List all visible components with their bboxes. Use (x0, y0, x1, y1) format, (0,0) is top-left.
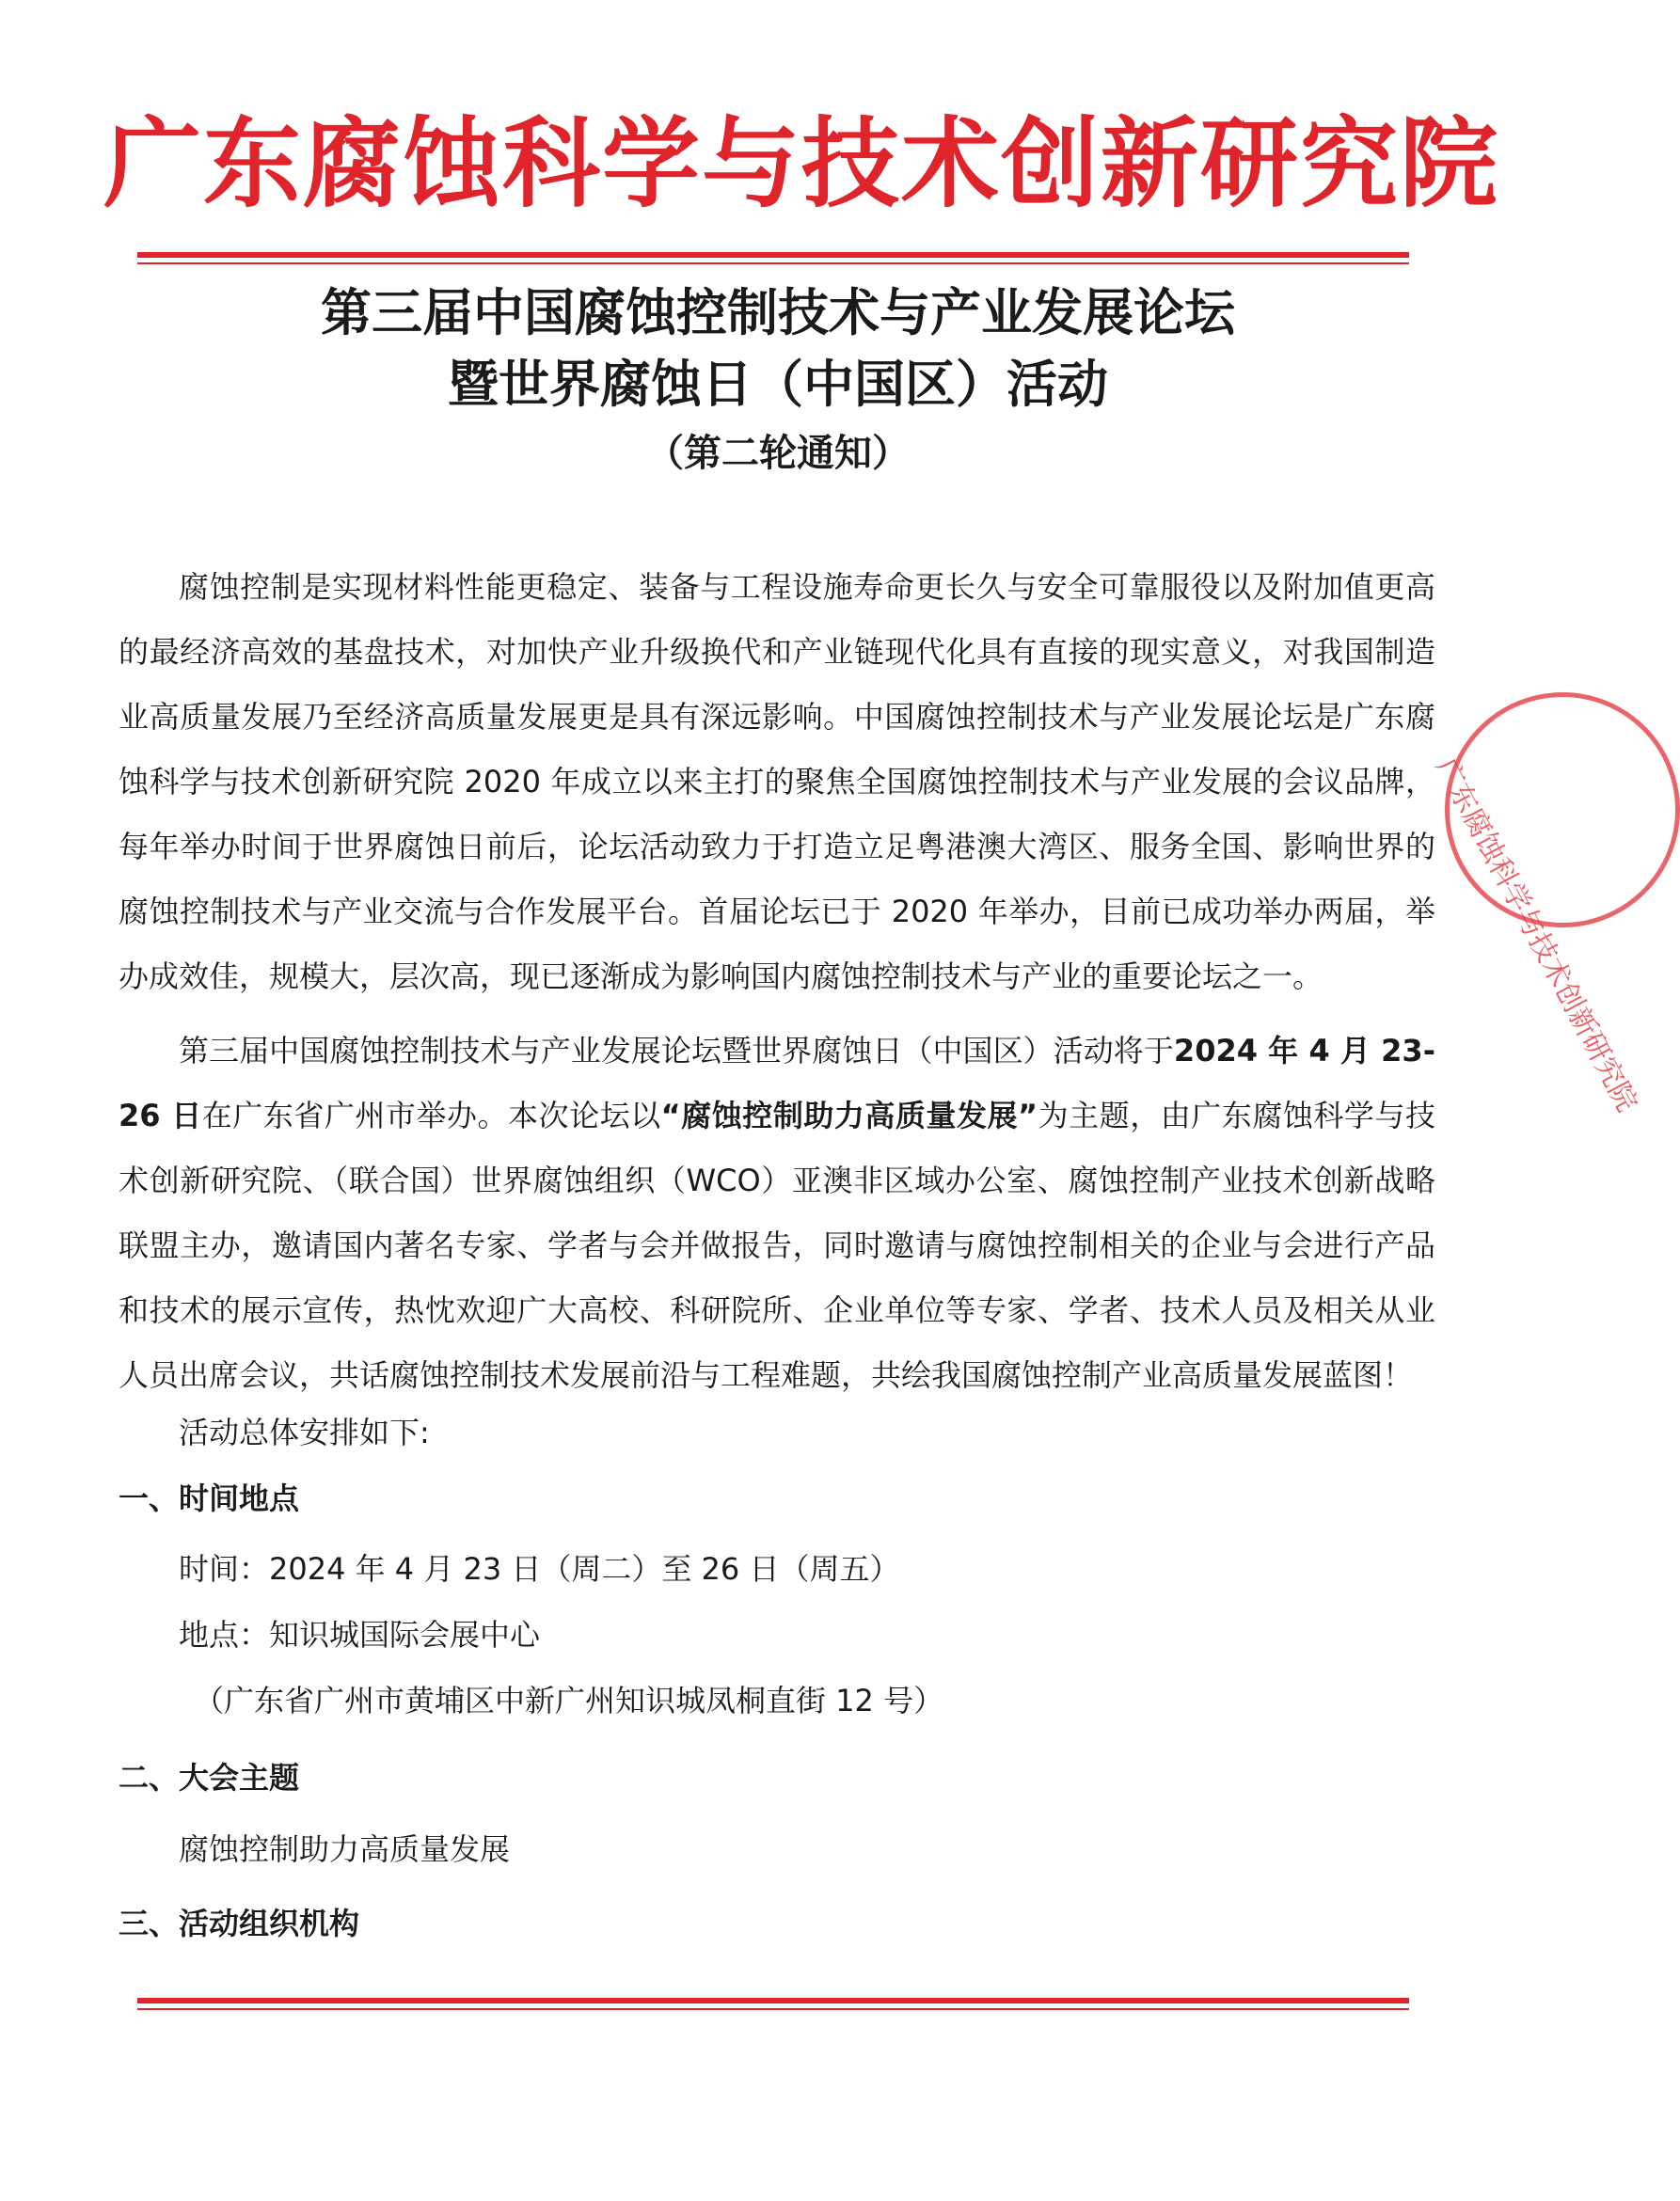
official-seal-stamp (1428, 692, 1680, 1117)
paragraph-intro: 腐蚀控制是实现材料性能更稳定、装备与工程设施寿命更长久与安全可靠服役以及附加值更高的最经济高效的基盘技术，对加快产业升级换代和产业链现代化具有直接的现实意义，对我国制造业高质量发展乃至经济高质量发展更是具有深远影响。中国腐蚀控制技术与产业发展论坛是广东腐蚀科学与技术创新研究院 2020 年成立以来主打的聚焦全国腐蚀控制技术与产业发展的会议品牌，每年举办时间于世界腐蚀日前后，论坛活动致力于打造立足粤港澳大湾区、服务全国、影响世界的腐蚀控制技术与产业交流与合作发展平台。首届论坛已于 2020 年举办，目前已成功举办两届，举办成效佳，规模大，层次高，现已逐渐成为影响国内腐蚀控制技术与产业的重要论坛之一。 (119, 569, 1435, 994)
seal-text: 广东腐蚀科学与技术创新研究院 (1428, 752, 1644, 1117)
notice-subtitle: （第二轮通知） (646, 431, 910, 475)
event-date: 2024 年 4 月 23-26 日 (119, 1033, 1435, 1133)
section-heading-theme: 二、大会主题 (119, 1760, 300, 1796)
theme-line: 腐蚀控制助力高质量发展 (179, 1831, 511, 1867)
letterhead-rule-bottom (137, 1998, 1409, 2010)
arrangement-intro: 活动总体安排如下: (179, 1415, 430, 1450)
event-text-c: 为主题，由广东腐蚀科学与技术创新研究院、（联合国）世界腐蚀组织（WCO）亚澳非区域办公室、腐蚀控制产业技术创新战略联盟主办，邀请国内著名专家、学者与会并做报告，同时邀请与腐蚀控制相关的企业与会进行产品和技术的展示宣传，热忱欢迎广大高校、科研院所、企业单位等专家、学者、技术人员及相关从业人员出席会议，共话腐蚀控制技术发展前沿与工程难题，共绘我国腐蚀控制产业高质量发展蓝图！ (119, 1098, 1435, 1393)
venue-line: 地点：知识城国际会展中心 (179, 1617, 541, 1653)
event-text-b: 在广东省广州市举办。本次论坛以 (201, 1098, 661, 1133)
address-line: （广东省广州市黄埔区中新广州知识城凤桐直街 12 号） (194, 1683, 944, 1718)
letterhead-rule-top (137, 252, 1409, 264)
section-heading-organization: 三、活动组织机构 (119, 1906, 360, 1941)
org-letterhead-title: 广东腐蚀科学与技术创新研究院 (103, 105, 1500, 221)
notice-title-line2: 暨世界腐蚀日（中国区）活动 (448, 355, 1108, 414)
time-line: 时间：2024 年 4 月 23 日（周二）至 26 日（周五） (179, 1551, 900, 1587)
event-theme: “腐蚀控制助力高质量发展” (660, 1098, 1038, 1133)
paragraph-event (119, 1019, 1435, 1408)
section-heading-time-place: 一、时间地点 (119, 1481, 300, 1516)
notice-title-line1: 第三届中国腐蚀控制技术与产业发展论坛 (321, 283, 1235, 342)
event-text-a: 第三届中国腐蚀控制技术与产业发展论坛暨世界腐蚀日（中国区）活动将于 (179, 1033, 1174, 1069)
